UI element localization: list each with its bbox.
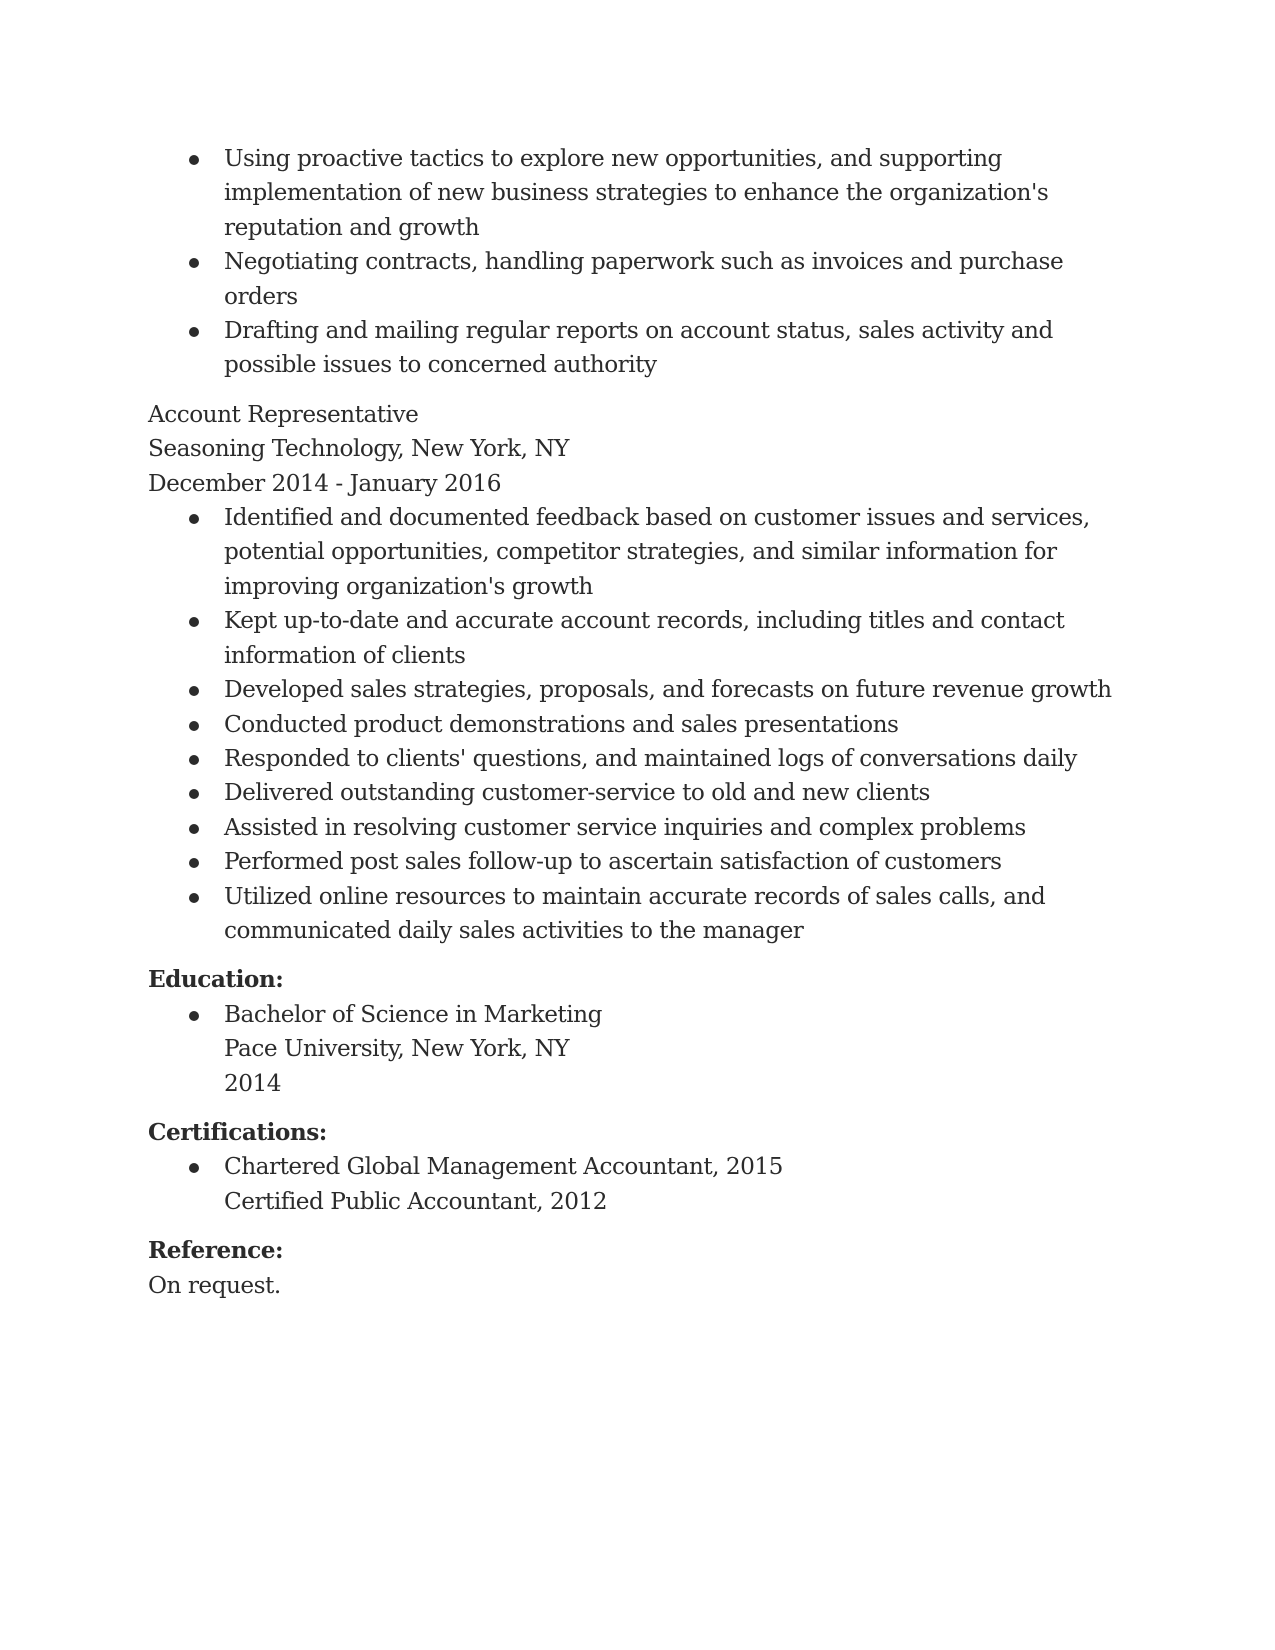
certifications-heading: Certifications: xyxy=(148,1118,327,1146)
certification-first: Chartered Global Management Accountant, 2015 xyxy=(224,1153,783,1181)
bullet-icon xyxy=(189,755,199,765)
list-item-text: Utilized online resources to maintain accurate records of sales calls, and communicated daily sales activities to the manager xyxy=(224,882,1046,944)
list-item xyxy=(148,314,1138,383)
list-item xyxy=(148,845,1138,879)
list-item-text: Kept up-to-date and accurate account records, including titles and contact information of clients xyxy=(224,607,1065,669)
bullet-icon xyxy=(189,858,199,868)
responsibilities-list xyxy=(148,142,1138,383)
resume-page xyxy=(148,142,1138,1303)
list-item xyxy=(148,604,1138,673)
job-section xyxy=(148,398,1138,949)
list-item xyxy=(148,673,1138,707)
education-heading: Education: xyxy=(148,966,284,994)
bullet-icon xyxy=(189,1011,199,1021)
reference-section xyxy=(148,1234,1138,1303)
bullet-icon xyxy=(189,893,199,903)
job-duties-list xyxy=(148,501,1138,948)
list-item xyxy=(148,776,1138,810)
list-item-text: Delivered outstanding customer-service to old and new clients xyxy=(224,779,930,807)
list-item-text: Performed post sales follow-up to ascertain satisfaction of customers xyxy=(224,848,1002,876)
bullet-icon xyxy=(189,514,199,524)
education-school: Pace University, New York, NY xyxy=(224,1035,570,1063)
reference-heading: Reference: xyxy=(148,1237,284,1265)
bullet-icon xyxy=(189,824,199,834)
job-title: Account Representative xyxy=(148,400,419,428)
reference-text: On request. xyxy=(148,1271,281,1299)
list-item-text: Responded to clients' questions, and maintained logs of conversations daily xyxy=(224,744,1077,772)
list-item-text: Drafting and mailing regular reports on account status, sales activity and possible issues to concerned authority xyxy=(224,317,1053,379)
education-section xyxy=(148,963,1138,1101)
education-list xyxy=(148,998,1138,1101)
list-item xyxy=(148,998,1138,1101)
list-item-text: Negotiating contracts, handling paperwork such as invoices and purchase orders xyxy=(224,248,1064,310)
list-item-text: Identified and documented feedback based on customer issues and services, potential opportunities, competitor strategies, and similar information for improving organization's growth xyxy=(224,504,1090,600)
certifications-list xyxy=(148,1150,1138,1219)
list-item xyxy=(148,880,1138,949)
list-item-text: Assisted in resolving customer service inquiries and complex problems xyxy=(224,813,1026,841)
bullet-icon xyxy=(189,1163,199,1173)
list-item xyxy=(148,245,1138,314)
education-degree: Bachelor of Science in Marketing xyxy=(224,1000,602,1028)
list-item xyxy=(148,501,1138,604)
education-year: 2014 xyxy=(224,1069,282,1097)
certifications-section xyxy=(148,1116,1138,1219)
bullet-icon xyxy=(189,258,199,268)
list-item-text: Conducted product demonstrations and sales presentations xyxy=(224,710,899,738)
certification-second: Certified Public Accountant, 2012 xyxy=(224,1187,607,1215)
job-company: Seasoning Technology, New York, NY xyxy=(148,435,569,463)
list-item-text: Using proactive tactics to explore new opportunities, and supporting implementation of new business strategies to enhance the organization's reputation and growth xyxy=(224,145,1049,241)
list-item xyxy=(148,1150,1138,1219)
list-item-text: Developed sales strategies, proposals, and forecasts on future revenue growth xyxy=(224,676,1112,704)
list-item xyxy=(148,811,1138,845)
bullet-icon xyxy=(189,155,199,165)
bullet-icon xyxy=(189,721,199,731)
bullet-icon xyxy=(189,789,199,799)
bullet-icon xyxy=(189,686,199,696)
list-item xyxy=(148,708,1138,742)
job-dates: December 2014 - January 2016 xyxy=(148,469,501,497)
bullet-icon xyxy=(189,617,199,627)
list-item xyxy=(148,742,1138,776)
bullet-icon xyxy=(189,327,199,337)
list-item xyxy=(148,142,1138,245)
